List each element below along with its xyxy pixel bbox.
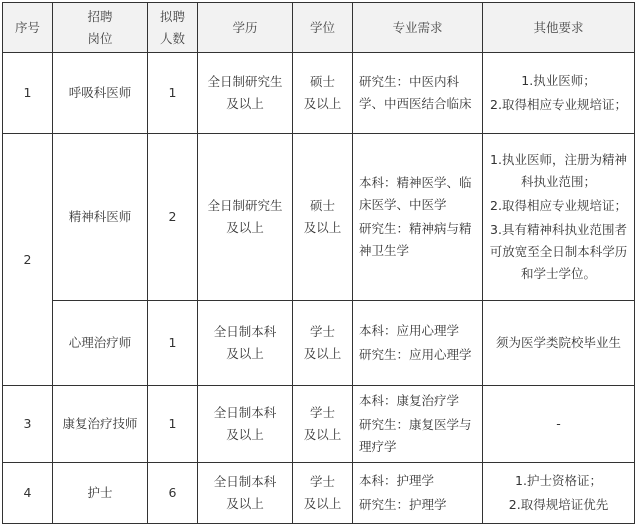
other-line: 1.护士资格证； [515,473,602,488]
table-row [3,301,635,386]
position-cell: 康复治疗技师 [53,386,148,463]
header-seq: 序号 [3,3,53,53]
header-row [3,3,635,53]
major-line: 研究生：康复医学与理疗学 [359,417,472,454]
count-cell: 1 [148,301,198,386]
table-row [3,386,635,463]
other-line: - [556,416,561,431]
position-cell: 精神科医师 [53,134,148,301]
major-line: 研究生：应用心理学 [359,347,472,362]
seq-cell: 2 [3,134,53,386]
position-cell: 护士 [53,463,148,524]
count-cell: 6 [148,463,198,524]
education-cell: 全日制研究生 及以上 [198,134,293,301]
other-line: 须为医学类院校毕业生 [495,335,621,350]
other-cell [483,134,635,301]
major-cell [353,301,483,386]
degree-cell: 学士 及以上 [293,386,353,463]
other-line: 2.取得相应专业规培证； [490,97,627,112]
count-cell: 2 [148,134,198,301]
position-cell: 心理治疗师 [53,301,148,386]
header-position: 招聘 岗位 [53,3,148,53]
other-line: 3.具有精神科执业范围者可放宽至全日制本科学历和学士学位。 [489,222,628,281]
major-cell [353,53,483,134]
table-row [3,463,635,524]
major-line: 研究生：精神病与精神卫生学 [359,221,472,258]
count-cell: 1 [148,386,198,463]
other-line: 2.取得相应专业规培证； [490,198,627,213]
education-cell: 全日制本科 及以上 [198,463,293,524]
major-line: 本科：护理学 [359,473,435,488]
degree-cell: 学士 及以上 [293,301,353,386]
major-cell [353,463,483,524]
education-cell: 全日制本科 及以上 [198,386,293,463]
header-degree: 学位 [293,3,353,53]
other-line: 1.执业医师； [521,73,596,88]
major-line: 本科：精神医学、临床医学、中医学 [359,175,472,212]
other-line: 1.执业医师，注册为精神科执业范围； [490,152,627,189]
other-line: 2.取得规培证优先 [508,497,609,512]
table-row [3,134,635,301]
table-row [3,53,635,134]
major-line: 本科：应用心理学 [359,323,460,338]
education-cell: 全日制本科 及以上 [198,301,293,386]
recruitment-table [2,2,635,524]
seq-cell: 3 [3,386,53,463]
header-count: 拟聘 人数 [148,3,198,53]
major-line: 本科：康复治疗学 [359,393,460,408]
major-cell [353,386,483,463]
degree-cell: 学士 及以上 [293,463,353,524]
header-other: 其他要求 [483,3,635,53]
degree-cell: 硕士 及以上 [293,53,353,134]
other-cell [483,301,635,386]
other-cell [483,53,635,134]
other-cell [483,463,635,524]
header-education: 学历 [198,3,293,53]
education-cell: 全日制研究生 及以上 [198,53,293,134]
degree-cell: 硕士 及以上 [293,134,353,301]
header-major: 专业需求 [353,3,483,53]
major-line: 研究生：中医内科学、中西医结合临床 [359,74,472,111]
other-cell [483,386,635,463]
major-line: 研究生：护理学 [359,497,447,512]
position-cell: 呼吸科医师 [53,53,148,134]
count-cell: 1 [148,53,198,134]
major-cell [353,134,483,301]
seq-cell: 1 [3,53,53,134]
seq-cell: 4 [3,463,53,524]
